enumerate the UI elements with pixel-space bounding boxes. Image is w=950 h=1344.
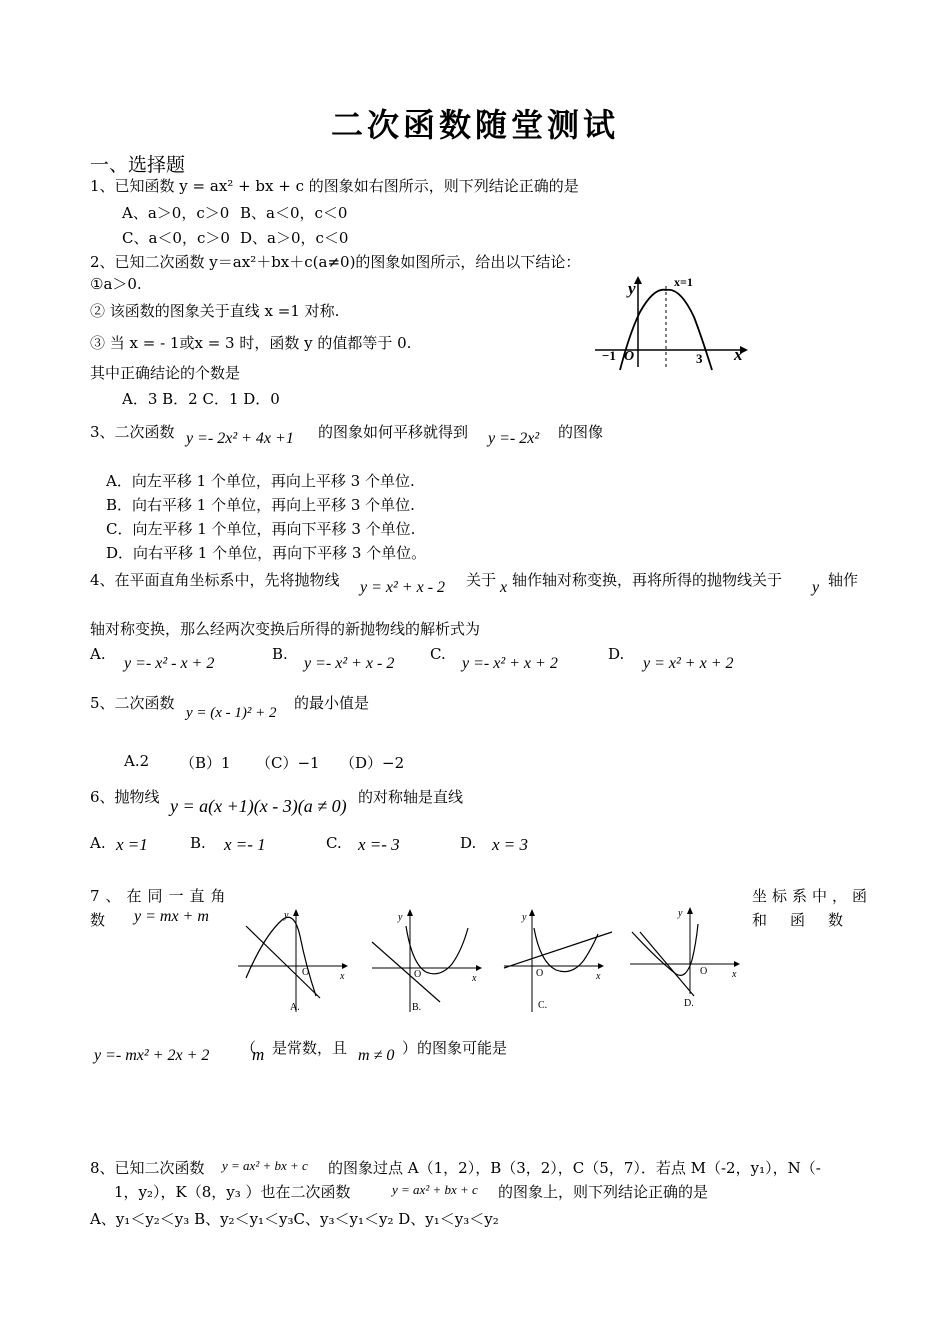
graph-label: C.	[538, 1000, 548, 1011]
q8-stem-b: 的图象过点 A（1，2），B（3，2），C（5，7）．若点 M（-2，y₁），N（-	[328, 1159, 821, 1177]
q8-line-2a: 1，y₂），K（8，y₃ ）也在二次函数	[114, 1183, 351, 1201]
line-graph	[504, 932, 612, 968]
q4-expr: y = x² + x - 2	[360, 579, 446, 596]
q7-expr-2: y =- mx² + 2x + 2	[94, 1047, 210, 1064]
y-axis-arrow	[529, 909, 535, 916]
q2-options: A．3 B．2 C．1 D．0	[122, 390, 280, 408]
x-label: x	[734, 345, 743, 364]
q7-stem-a: 7、在同一直角	[90, 887, 232, 905]
origin-label: O	[302, 967, 310, 978]
q3-stem-c: 的图像	[558, 423, 604, 441]
q4-expr-a: y =- x² - x + 2	[124, 655, 215, 672]
q7-text-const: 是常数，且	[272, 1039, 348, 1057]
q7-text-end: ）的图象可能是	[402, 1039, 508, 1057]
q4-label-c: C.	[430, 645, 446, 663]
q6-expr-d: x = 3	[492, 835, 529, 854]
q7-condition: m ≠ 0	[358, 1047, 395, 1064]
q4-line-2: 轴对称变换，那么经两次变换后所得的新抛物线的解析式为	[90, 620, 481, 638]
origin-label: O	[624, 349, 635, 364]
q5-option-a: A.2	[124, 752, 150, 770]
y-label: y	[398, 912, 403, 923]
y-label: y	[284, 910, 289, 921]
graph-label: B.	[412, 1002, 422, 1013]
q2-conclusion-3: ③ 当 x = - 1或x = 3 时，函数 y 的值都等于 0.	[90, 334, 412, 352]
q6-expr-a: x =1	[116, 835, 148, 854]
q5-option-b: （B）1	[180, 754, 231, 772]
q8-expr-2: y = ax² + bx + c	[392, 1182, 478, 1197]
x-label: x	[732, 969, 737, 980]
q5-option-c: （C）−1	[256, 754, 320, 772]
q1-option-b: B、a＜0，c＜0	[240, 204, 348, 222]
graph-label: D.	[684, 998, 694, 1009]
q6-stem-a: 6、抛物线	[90, 788, 160, 806]
q6-label-c: C.	[326, 834, 342, 852]
y-label: y	[522, 912, 527, 923]
q4-var-y: y	[812, 579, 820, 596]
q8-expr: y = ax² + bx + c	[222, 1158, 308, 1173]
x-axis-arrow	[734, 961, 740, 967]
origin-label: O	[700, 966, 708, 977]
q4-expr-c: y =- x² + x + 2	[462, 655, 558, 672]
q4-stem-b: 关于	[466, 571, 497, 589]
q6-label-a: A.	[90, 834, 106, 852]
q7-stem-b: 坐标系中，函	[752, 887, 873, 905]
y-label: y	[678, 908, 683, 919]
q7-stem-d: 和 函 数	[752, 911, 848, 929]
y-axis-arrow	[687, 907, 693, 914]
x-axis-arrow	[342, 963, 348, 969]
q3-expr-1: y =- 2x² + 4x +1	[186, 430, 294, 447]
y-axis-arrow	[407, 909, 413, 916]
symmetry-label: x=1	[674, 275, 693, 289]
q2-stem: 2、已知二次函数 y＝ax²＋bx＋c(a≠0)的图象如图所示，给出以下结论：	[90, 253, 581, 271]
q6-stem-b: 的对称轴是直线	[358, 788, 464, 806]
q4-var-x: x	[500, 579, 508, 596]
q4-stem-c: 轴作轴对称变换，再将所得的抛物线关于	[512, 571, 783, 589]
x-label: x	[472, 973, 477, 984]
graph-label: A.	[290, 1002, 300, 1013]
x-label: x	[596, 971, 601, 982]
parabola-curve	[632, 924, 698, 975]
q1-stem: 1、已知函数 y = ax² + bx + c 的图象如右图所示，则下列结论正确的是	[90, 177, 579, 195]
q7-graph-c	[500, 906, 620, 1016]
parabola-curve	[534, 928, 598, 972]
q3-stem-a: 3、二次函数	[90, 423, 175, 441]
q3-stem-b: 的图象如何平移就得到	[318, 423, 469, 441]
label-three: 3	[696, 351, 703, 366]
parabola-curve	[406, 926, 468, 974]
q1-option-a: A、a＞0，c＞0	[122, 204, 230, 222]
q4-stem-d: 轴作	[828, 571, 859, 589]
q2-question: 其中正确结论的个数是	[90, 364, 241, 382]
q5-option-d: （D）−2	[340, 754, 405, 772]
q7-graph-d	[628, 904, 750, 1014]
line-graph	[246, 926, 320, 998]
q4-label-d: D.	[608, 645, 625, 663]
x-label: x	[340, 971, 345, 982]
section-heading: 一、选择题	[90, 154, 186, 176]
q7-stem-c: 数	[90, 911, 106, 929]
q4-stem-a: 4、在平面直角坐标系中，先将抛物线	[90, 571, 340, 589]
origin-label: O	[414, 969, 422, 980]
q6-expr-b: x =- 1	[224, 835, 266, 854]
x-axis-arrow	[598, 963, 604, 969]
q2-conclusion-1: ①a＞0.	[90, 275, 142, 293]
q8-stem-a: 8、已知二次函数	[90, 1159, 205, 1177]
q8-options: A、y₁＜y₂＜y₃ B、y₂＜y₁＜y₃C、y₃＜y₁＜y₂ D、y₁＜y₃＜y₂	[90, 1210, 499, 1228]
q7-graph-b	[368, 906, 488, 1016]
q7-expr-1: y = mx + m	[134, 908, 209, 925]
q5-stem-a: 5、二次函数	[90, 694, 175, 712]
q6-label-d: D.	[460, 834, 477, 852]
q2-parabola-graph	[590, 272, 755, 372]
q3-option-a: A．向左平移 1 个单位，再向上平移 3 个单位.	[106, 472, 415, 490]
q5-expr: y = (x - 1)² + 2	[186, 705, 277, 721]
q7-var-m: m	[252, 1045, 265, 1064]
q5-stem-b: 的最小值是	[294, 694, 370, 712]
q1-option-d: D、a＞0，c＜0	[240, 229, 349, 247]
q8-line-2b: 的图象上，则下列结论正确的是	[498, 1183, 709, 1201]
page-title: 二次函数随堂测试	[330, 106, 619, 144]
q4-label-a: A.	[90, 645, 106, 663]
q4-expr-b: y =- x² + x - 2	[304, 655, 395, 672]
q6-expr-c: x =- 3	[358, 835, 400, 854]
q3-option-b: B．向右平移 1 个单位，再向上平移 3 个单位.	[106, 496, 415, 514]
q4-expr-d: y = x² + x + 2	[643, 655, 734, 672]
x-axis-arrow	[476, 965, 482, 971]
q7-paren-open: （	[241, 1039, 257, 1057]
q3-option-d: D．向右平移 1 个单位，再向下平移 3 个单位。	[106, 544, 427, 562]
q4-label-b: B.	[272, 645, 288, 663]
q6-expr: y = a(x +1)(x - 3)(a ≠ 0)	[170, 796, 347, 816]
y-label: y	[628, 279, 636, 298]
label-minus-one: −1	[602, 348, 616, 363]
line-graph	[372, 942, 440, 1002]
q6-label-b: B.	[190, 834, 206, 852]
q3-expr-2: y =- 2x²	[488, 430, 540, 447]
q2-conclusion-2: ② 该函数的图象关于直线 x =1 对称.	[90, 302, 340, 320]
origin-label: O	[536, 968, 544, 979]
q1-option-c: C、a＜0，c＞0	[122, 229, 230, 247]
q3-option-c: C．向左平移 1 个单位，再向下平移 3 个单位.	[106, 520, 416, 538]
q7-graph-a	[236, 906, 356, 1016]
y-axis-arrow	[293, 909, 299, 916]
